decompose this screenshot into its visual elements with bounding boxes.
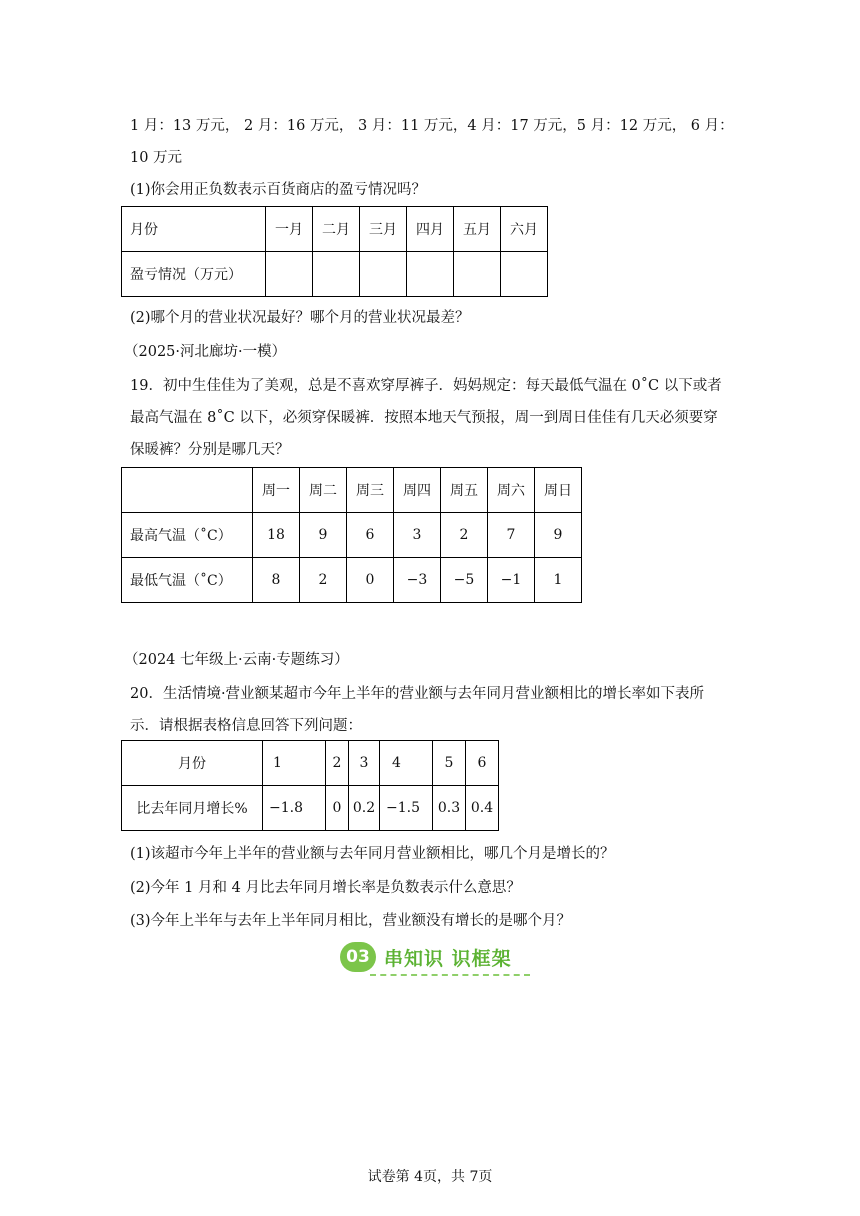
table-row — [122, 468, 582, 513]
row-label-cell: 最低气温（˚C） — [122, 558, 253, 603]
corner-cell — [122, 468, 253, 513]
row-label-cell: 比去年同月增长% — [122, 786, 263, 831]
value-cell: 6 — [347, 513, 394, 558]
table-row — [122, 252, 548, 297]
day-cell: 周一 — [253, 468, 300, 513]
value-cell: 3 — [394, 513, 441, 558]
question-18-part-1: (1)你会用正负数表示百货商店的盈亏情况吗？ — [130, 182, 427, 198]
section-banner — [340, 942, 530, 980]
intro-line-1: 1 月：13 万元， 2 月：16 万元， 3 月：11 万元，4 月：17 万元，5 月：12 万元， 6 月： — [130, 118, 734, 134]
profit-loss-table — [121, 206, 548, 297]
question-19-source: （2025·河北廊坊·一模） — [124, 344, 287, 360]
month-cell: 3 — [349, 741, 380, 786]
question-20-source: （2024 七年级上·云南·专题练习） — [124, 652, 349, 668]
answer-cell — [501, 252, 548, 297]
question-20-part-3: (3)今年上半年与去年上半年同月相比，营业额没有增长的是哪个月？ — [130, 913, 572, 929]
row-label-cell: 盈亏情况（万元） — [122, 252, 266, 297]
growth-rate-table — [121, 740, 499, 831]
month-cell: 一月 — [266, 207, 313, 252]
question-20-part-2: (2)今年 1 月和 4 月比去年同月增长率是负数表示什么意思？ — [130, 880, 521, 896]
value-cell: 0.4 — [466, 786, 499, 831]
section-number-badge: 03 — [340, 942, 376, 972]
question-20-line-1: 20．生活情境·营业额某超市今年上半年的营业额与去年同月营业额相比的增长率如下表所 — [130, 686, 705, 702]
month-cell: 三月 — [360, 207, 407, 252]
row-label-cell: 最高气温（˚C） — [122, 513, 253, 558]
answer-cell — [407, 252, 454, 297]
answer-cell — [454, 252, 501, 297]
month-cell: 4 — [380, 741, 433, 786]
value-cell: 2 — [300, 558, 347, 603]
day-cell: 周六 — [488, 468, 535, 513]
answer-cell — [360, 252, 407, 297]
value-cell: 1 — [535, 558, 582, 603]
table-row — [122, 786, 499, 831]
month-cell: 1 — [263, 741, 326, 786]
month-cell: 5 — [433, 741, 466, 786]
question-20-part-1: (1)该超市今年上半年的营业额与去年同月营业额相比，哪几个月是增长的？ — [130, 846, 615, 862]
answer-cell — [313, 252, 360, 297]
day-cell: 周日 — [535, 468, 582, 513]
value-cell: −1.8 — [263, 786, 326, 831]
value-cell: 0 — [326, 786, 349, 831]
answer-cell — [266, 252, 313, 297]
day-cell: 周三 — [347, 468, 394, 513]
question-18-part-2: (2)哪个月的营业状况最好？哪个月的营业状况最差？ — [130, 310, 470, 326]
value-cell: 9 — [300, 513, 347, 558]
intro-line-2: 10 万元 — [130, 150, 183, 166]
value-cell: 2 — [441, 513, 488, 558]
month-cell: 二月 — [313, 207, 360, 252]
day-cell: 周四 — [394, 468, 441, 513]
table-header-cell: 月份 — [122, 741, 263, 786]
value-cell: 0 — [347, 558, 394, 603]
dashed-underline — [370, 974, 530, 976]
month-cell: 五月 — [454, 207, 501, 252]
value-cell: −3 — [394, 558, 441, 603]
page-footer: 试卷第 4页，共 7页 — [367, 1169, 493, 1185]
table-row — [122, 741, 499, 786]
value-cell: 18 — [253, 513, 300, 558]
table-row — [122, 558, 582, 603]
value-cell: −1 — [488, 558, 535, 603]
question-19-line-3: 保暖裤？分别是哪几天？ — [130, 442, 290, 458]
table-row — [122, 513, 582, 558]
value-cell: −1.5 — [380, 786, 433, 831]
value-cell: 0.2 — [349, 786, 380, 831]
day-cell: 周二 — [300, 468, 347, 513]
question-19-line-1: 19．初中生佳佳为了美观，总是不喜欢穿厚裤子．妈妈规定：每天最低气温在 0˚C 以下或者 — [130, 378, 722, 394]
question-20-line-2: 示．请根据表格信息回答下列问题： — [130, 718, 362, 734]
section-title: 串知识 识框架 — [384, 948, 512, 970]
month-cell: 六月 — [501, 207, 548, 252]
value-cell: −5 — [441, 558, 488, 603]
day-cell: 周五 — [441, 468, 488, 513]
month-cell: 四月 — [407, 207, 454, 252]
month-cell: 2 — [326, 741, 349, 786]
value-cell: 8 — [253, 558, 300, 603]
question-19-line-2: 最高气温在 8˚C 以下，必须穿保暖裤．按照本地天气预报，周一到周日佳佳有几天必须要穿 — [130, 410, 718, 426]
temperature-table — [121, 467, 582, 603]
value-cell: 9 — [535, 513, 582, 558]
table-header-cell: 月份 — [122, 207, 266, 252]
table-row — [122, 207, 548, 252]
value-cell: 7 — [488, 513, 535, 558]
value-cell: 0.3 — [433, 786, 466, 831]
month-cell: 6 — [466, 741, 499, 786]
